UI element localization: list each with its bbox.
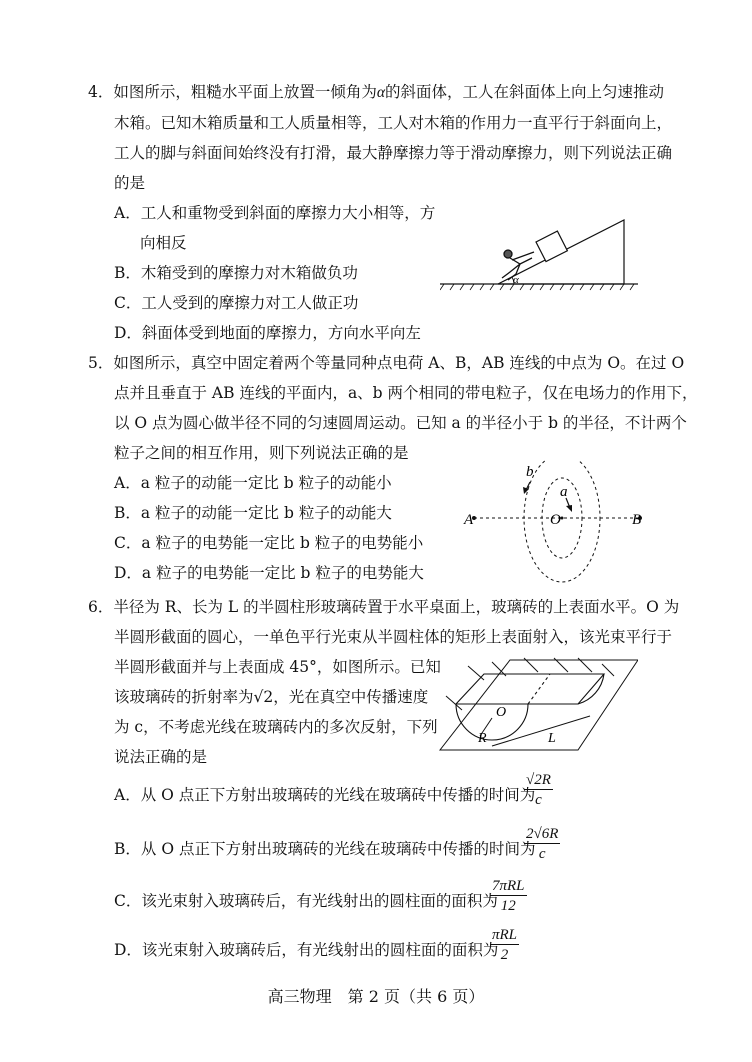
q6-option-c: C．该光束射入玻璃砖后，有光线射出的圆柱面的面积为 xyxy=(114,892,498,910)
q4-option-c: C．工人受到的摩擦力对工人做正功 xyxy=(114,294,359,312)
q4-incline-figure xyxy=(440,212,640,292)
q5-label-a: a xyxy=(560,484,568,500)
q5-line4: 粒子之间的相互作用，则下列说法正确的是 xyxy=(114,444,409,462)
q6-option-d: D．该光束射入玻璃砖后，有光线射出的圆柱面的面积为 xyxy=(114,941,499,959)
q6-option-c-fraction: 7πRL 12 xyxy=(492,878,525,914)
q4-option-a-cont: 向相反 xyxy=(140,234,187,252)
q4-line3: 工人的脚与斜面间始终没有打滑，最大静摩擦力等于滑动摩擦力，则下列说法正确 xyxy=(114,144,673,162)
q4-alpha-label: α xyxy=(513,274,519,286)
q4-option-b: B．木箱受到的摩擦力对木箱做负功 xyxy=(114,264,358,282)
q4-line2: 木箱。已知木箱质量和工人质量相等，工人对木箱的作用力一直平行于斜面向上， xyxy=(114,114,673,132)
q6-option-a-fraction: $\frac{√2R}{c}$ xyxy=(526,772,551,808)
q6-label-O: O xyxy=(496,705,507,720)
q6-line4: 该玻璃砖的折射率为√2，光在真空中传播速度 xyxy=(114,688,429,706)
q6-line1: 6．半径为 R、长为 L 的半圆柱形玻璃砖置于水平桌面上，玻璃砖的上表面水平。O 为 xyxy=(88,598,680,616)
q5-label-O: O xyxy=(550,512,561,528)
q5-label-B: B xyxy=(632,512,642,528)
page-footer: 高三物理 第 2 页（共 6 页） xyxy=(267,987,485,1006)
q6-option-b: B．从 O 点正下方射出玻璃砖的光线在玻璃砖中传播的时间为 xyxy=(114,840,536,858)
q4-option-a: A．工人和重物受到斜面的摩擦力大小相等，方 xyxy=(114,204,436,222)
q6-label-L: L xyxy=(548,731,556,746)
q6-sqrt2: √2 xyxy=(253,688,274,706)
q6-option-b-fraction: $\frac{2√6R}{c}$ xyxy=(526,826,559,862)
q6-line2: 半圆形截面的圆心，一单色平行光束从半圆柱体的矩形上表面射入，该光束平行于 xyxy=(114,628,673,646)
q6-line5: 为 c，不考虑光线在玻璃砖内的多次反射，下列 xyxy=(114,718,438,736)
q5-line3: 以 O 点为圆心做半径不同的匀速圆周运动。已知 a 的半径小于 b 的半径，不计两个 xyxy=(114,414,687,432)
q5-charges-figure xyxy=(462,460,662,590)
q5-line2: 点并且垂直于 AB 连线的平面内，a、b 两个相同的带电粒子，仅在电场力的作用下， xyxy=(114,384,698,402)
q5-option-d: D．a 粒子的电势能一定比 b 粒子的电势能大 xyxy=(114,564,424,582)
q5-line1: 5．如图所示，真空中固定着两个等量同种点电荷 A、B，AB 连线的中点为 O。在过 O xyxy=(88,354,685,372)
q5-label-b: b xyxy=(526,464,534,480)
q5-label-A: A xyxy=(464,512,474,528)
q6-line6: 说法正确的是 xyxy=(114,748,208,766)
q4-line4: 的是 xyxy=(114,174,146,192)
q6-line3: 半圆形截面并与上表面成 45°，如图所示。已知 xyxy=(114,658,441,676)
q6-option-d-fraction: πRL 2 xyxy=(492,927,518,963)
q6-option-a: A．从 O 点正下方射出玻璃砖的光线在玻璃砖中传播的时间为 xyxy=(114,786,536,804)
q5-option-a: A．a 粒子的动能一定比 b 粒子的动能小 xyxy=(114,474,392,492)
q6-glass-figure xyxy=(438,652,638,760)
q6-label-R: R xyxy=(478,731,487,746)
q4-option-d: D．斜面体受到地面的摩擦力，方向水平向左 xyxy=(114,324,421,342)
q4-line1: 4．如图所示，粗糙水平面上放置一倾角为α的斜面体，工人在斜面体上向上匀速推动 xyxy=(88,83,665,101)
q5-option-c: C．a 粒子的电势能一定比 b 粒子的电势能小 xyxy=(114,534,424,552)
q5-option-b: B．a 粒子的动能一定比 b 粒子的动能大 xyxy=(114,504,392,522)
